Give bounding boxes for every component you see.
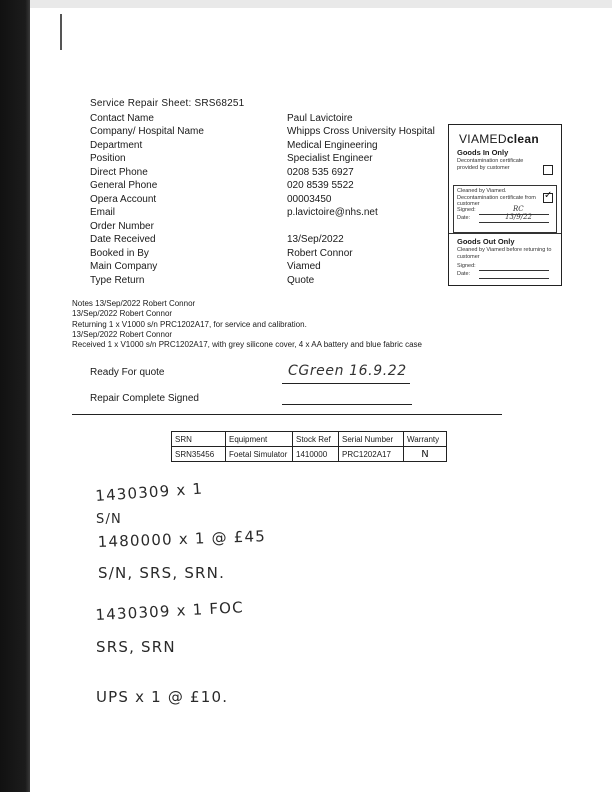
value-general-phone: 020 8539 5522 [287, 180, 354, 191]
cleaned-text: Cleaned by Viamed. Decontamination certificate from customer [457, 188, 536, 207]
viamed-clean-logo: VIAMEDclean [459, 132, 539, 146]
value-booked-in-by: Robert Connor [287, 248, 353, 259]
cell-serial-number: PRC1202A17 [339, 447, 404, 462]
handwritten-line: S/N [96, 512, 122, 527]
value-company: Whipps Cross University Hospital [287, 126, 435, 137]
handwritten-line: UPS x 1 @ £10. [96, 688, 229, 706]
note-line: Notes 13/Sep/2022 Robert Connor [72, 299, 196, 308]
check-mark-icon: ✓ [544, 190, 553, 201]
scan-mark [60, 14, 62, 50]
sheet-title: Service Repair Sheet: SRS68251 [90, 98, 245, 109]
handwritten-line: S/N, SRS, SRN. [98, 564, 226, 582]
table-row [172, 447, 447, 462]
ready-for-quote-signature: CGreen 16.9.22 [288, 363, 407, 379]
ready-for-quote-line [282, 383, 410, 384]
goods-in-title: Goods In Only [457, 148, 509, 157]
stamp-divider [449, 233, 561, 234]
label-contact-name: Contact Name [90, 113, 154, 124]
note-line: 13/Sep/2022 Robert Connor [72, 309, 173, 319]
cell-stock-ref: 1410000 [293, 447, 339, 462]
value-position: Specialist Engineer [287, 153, 373, 164]
value-date-received: 13/Sep/2022 [287, 234, 344, 245]
scan-top-shadow [30, 0, 612, 8]
label-company: Company/ Hospital Name [90, 126, 204, 137]
label-direct-phone: Direct Phone [90, 167, 148, 178]
cell-srn: SRN35456 [172, 447, 226, 462]
note-line: Returning 1 x V1000 s/n PRC1202A17, for service and calibration. [72, 319, 307, 329]
date-label: Date: [457, 215, 471, 221]
repair-complete-label: Repair Complete Signed [90, 393, 199, 404]
date-line [479, 222, 549, 223]
label-department: Department [90, 140, 143, 151]
cleaned-checkbox[interactable] [543, 190, 553, 203]
goods-in-text: Decontamination certificate provided by customer [457, 158, 524, 171]
goods-out-title: Goods Out Only [457, 237, 515, 246]
value-main-company: Viamed [287, 261, 321, 272]
label-opera-account: Opera Account [90, 194, 157, 205]
viamed-clean-stamp [448, 124, 562, 286]
label-type-return: Type Return [90, 275, 145, 286]
goods-in-checkbox[interactable] [543, 165, 553, 175]
label-date-received: Date Received [90, 234, 156, 245]
cell-equipment: Foetal Simulator [226, 447, 293, 462]
notes-block [72, 299, 422, 350]
col-serial-number: Serial Number [339, 432, 404, 447]
signed-initials: RC [513, 205, 524, 213]
cell-warranty: N [404, 447, 447, 462]
value-email: p.lavictoire@nhs.net [287, 207, 378, 218]
value-direct-phone: 0208 535 6927 [287, 167, 354, 178]
out-date-label: Date: [457, 271, 471, 277]
equipment-table [171, 431, 447, 462]
value-opera-account: 00003450 [287, 194, 332, 205]
col-equipment: Equipment [226, 432, 293, 447]
signed-label: Signed: [457, 207, 476, 213]
handwritten-line: SRS, SRN [96, 638, 176, 656]
value-type-return: Quote [287, 275, 315, 286]
value-department: Medical Engineering [287, 140, 378, 151]
value-contact-name: Paul Lavictoire [287, 113, 353, 124]
out-date-line [479, 278, 549, 279]
repair-complete-line [282, 404, 412, 405]
label-position: Position [90, 153, 126, 164]
goods-out-text: Cleaned by Viamed before returning to customer [457, 247, 552, 260]
col-stock-ref: Stock Ref [293, 432, 339, 447]
scan-edge [0, 0, 30, 792]
label-booked-in-by: Booked in By [90, 248, 149, 259]
label-email: Email [90, 207, 116, 218]
label-order-number: Order Number [90, 221, 154, 232]
col-srn: SRN [172, 432, 226, 447]
label-general-phone: General Phone [90, 180, 158, 191]
date-handwritten: 13/9/22 [505, 213, 532, 221]
note-line: 13/Sep/2022 Robert Connor [72, 329, 173, 339]
section-divider [72, 414, 502, 415]
out-signed-label: Signed: [457, 263, 476, 269]
col-warranty: Warranty [404, 432, 447, 447]
ready-for-quote-label: Ready For quote [90, 367, 165, 378]
note-line: Received 1 x V1000 s/n PRC1202A17, with grey silicone cover, 4 x AA battery and blue fabric case [72, 340, 422, 350]
handwritten-line: 1430309 x 1 FOC [95, 598, 245, 624]
handwritten-line: 1430309 x 1 [94, 479, 204, 505]
out-signed-line [479, 270, 549, 271]
table-header-row [172, 432, 447, 447]
label-main-company: Main Company [90, 261, 158, 272]
handwritten-line: 1480000 x 1 @ £45 [97, 527, 267, 551]
